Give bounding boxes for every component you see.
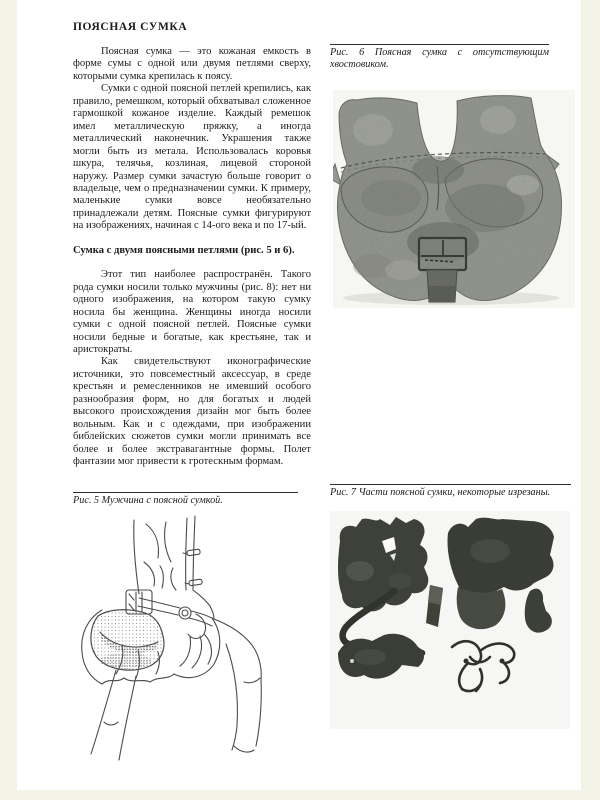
belt-buckle-icon bbox=[179, 607, 191, 619]
toggle-button bbox=[189, 579, 203, 586]
page-title: ПОЯСНАЯ СУМКА bbox=[73, 21, 188, 33]
tunic-torso bbox=[134, 516, 203, 594]
figure5-man-line-drawing bbox=[76, 514, 306, 768]
figure5-caption bbox=[73, 492, 298, 507]
figure6-belt-pouch-photo bbox=[333, 90, 575, 310]
section-subheading: Сумка с двумя поясными петлями (рис. 5 и 6). bbox=[73, 244, 295, 256]
paragraph-single-loop: Сумки с одной поясной петлей крепились, как правило, ремешком, который обхватывал сложенное гармошкой кожаное изделие. Каждый ремешок имел металлическую пряжку, а иногда металлический наконечник. Украшения также могли быть из метала. Использовалась коровья шкура, телячья, козлиная, лицевой стороной наружу. Размер сумки зачастую больше говорит о владельце, чем о предназначении сумки. К примеру, маленькие сумки вовсе необязательно принадлежали детям. Поясные сумки фигурируют на изображениях, начиная с 14-ого века и по 17-ый. bbox=[73, 83, 311, 232]
figure7-caption-text: Рис. 7 Части поясной сумки, некоторые изрезаны. bbox=[330, 487, 551, 498]
figure7-caption bbox=[330, 484, 571, 499]
paragraph-iconography: Как свидетельствуют иконографические источники, это повсеместный аксессуар, в среде крестьян и ремесленников не имевший особого разнообразия форм, но для богатых и людей высокого происхождения дизайн мог быть более вольным. Как и с одеждами, при изображении библейских сюжетов сумки могли принимать все более и более экстравагантные формы. Полет фантазии мог привести к гротескным формам. bbox=[73, 356, 311, 468]
figure6-caption-text: Рис. 6 Поясная сумка с отсутствующим хвостовиком. bbox=[330, 47, 549, 70]
figure7-pouch-fragments-photo bbox=[330, 511, 570, 729]
belt-pouch-drawing bbox=[91, 610, 164, 670]
paragraph-intro: Поясная сумка — это кожаная емкость в форме сумы с одной или двумя петлями сверху, которыми сумка крепилась к поясу. bbox=[73, 46, 311, 82]
figure6-caption bbox=[330, 44, 549, 71]
paragraph-two-loops: Этот тип наиболее распространён. Такого рода сумки носили только мужчины (рис. 8): нет ни одного изображения, на котором такую сумку носила бы женщина. Женщины иногда носили сумки с одной поясной петлей. Поясные сумки носили бедные и богатые, как крестьяне, так и аристократы. bbox=[73, 269, 311, 355]
figure5-caption-text: Рис. 5 Мужчина с поясной сумкой. bbox=[73, 495, 223, 506]
photo-grain-overlay bbox=[330, 511, 570, 729]
article-text-column bbox=[73, 46, 311, 469]
